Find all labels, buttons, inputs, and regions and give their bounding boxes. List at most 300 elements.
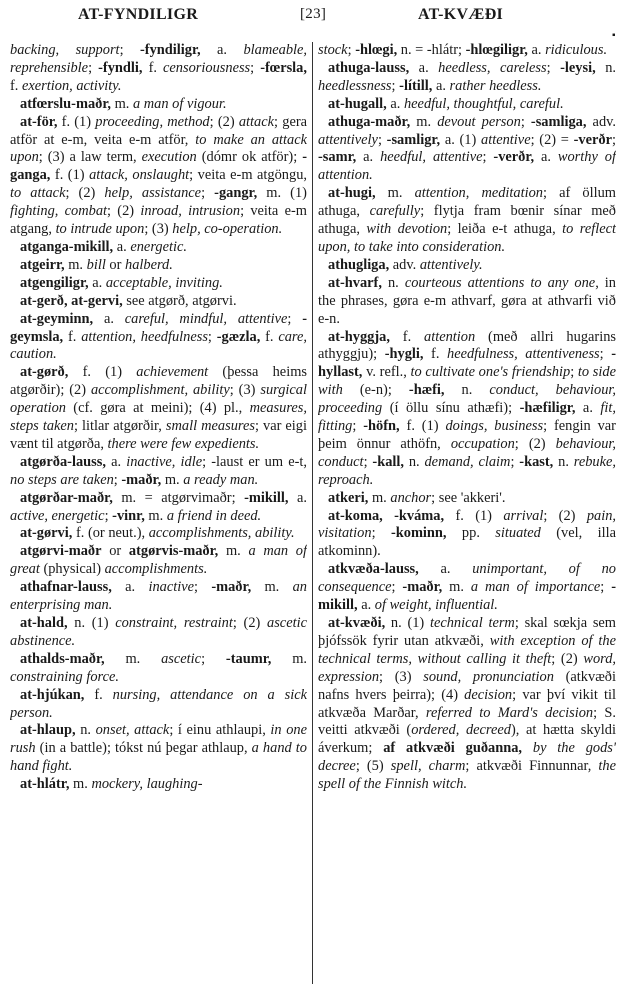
headword: atgengiligr, — [20, 274, 89, 291]
definition-text: there were few expedients. — [107, 435, 260, 452]
headword: at-hvarf, — [328, 274, 382, 291]
headword: -mikill, — [244, 489, 289, 506]
entry-text: f. (1) — [57, 113, 96, 130]
headword: athugliga, — [328, 256, 390, 273]
definition-text: rebuke, reproach. — [318, 453, 616, 488]
entry-text: f. (1) — [68, 364, 137, 381]
entry-text: ; (2) = — [530, 131, 574, 148]
definition-text: sound, pronunciation — [423, 668, 554, 685]
definition-text: attention, meditation — [414, 185, 543, 202]
dictionary-entry — [10, 454, 307, 490]
entry-text: ; leiða e-t athuga, — [447, 221, 563, 238]
entry-text: (cf. gøra at meini); (4) pl., — [65, 400, 250, 417]
headword: atgørvi-maðr — [20, 543, 102, 560]
headword: -höfn, — [363, 418, 400, 435]
headword: -fyndli, — [98, 59, 143, 76]
definition-text: halberd. — [125, 256, 173, 273]
headword: -gæzla, — [216, 328, 261, 345]
entry-text: m. — [410, 113, 438, 130]
headword: atganga-mikill, — [20, 238, 114, 255]
entry-text: m. — [64, 256, 87, 273]
headword: athuga-maðr, — [328, 113, 411, 130]
definition-text: execution — [141, 149, 197, 166]
definition-text: active, energetic — [10, 507, 105, 524]
headword: -samr, — [318, 149, 357, 166]
definition-text: heedful, attentive — [380, 149, 483, 166]
headword: af atkvæði guðanna, — [383, 740, 523, 757]
definition-text: referred to Mard's decision — [425, 704, 594, 721]
definition-text: bill — [86, 256, 106, 273]
entry-text: ; í einu athlaupi, — [169, 722, 271, 739]
entry-text: n. = -hlátr; — [397, 42, 466, 58]
entry-text — [522, 740, 533, 756]
headword: at-hjúkan, — [20, 686, 85, 703]
entry-text: adv. — [586, 113, 616, 130]
definition-text: attack — [238, 113, 275, 130]
entry-text: m. — [144, 507, 167, 524]
definition-text: a man of vigour. — [133, 95, 227, 112]
definition-text: accomplishments. — [104, 561, 208, 578]
entry-text: ; — [201, 185, 215, 202]
page-header — [0, 4, 625, 30]
entry-text: , in the phrases, gøra e-m athvarf, gøra at athvarfi við e-n. — [318, 274, 616, 327]
definition-text: spell, charm — [390, 758, 466, 775]
entry-text: (in a battle); tókst nú þegar athlaup, — [35, 740, 252, 757]
entry-text: n. — [404, 453, 425, 470]
entry-text: m. — [271, 650, 307, 667]
headword: -fœrsla, — [260, 59, 307, 76]
definition-text: behaviour, conduct — [318, 435, 616, 470]
dictionary-entry — [10, 275, 307, 293]
entry-text: ; (2) — [107, 203, 141, 220]
definition-text: occupation — [450, 435, 515, 452]
definition-text: ascetic abstinence. — [10, 615, 307, 649]
entry-text: ; litlar atgørðir, — [74, 418, 166, 435]
headword: atgørða-lauss, — [20, 453, 106, 470]
entry-text: m. — [218, 543, 249, 560]
definition-text: decision — [464, 686, 513, 703]
entry-text: ; — [377, 131, 387, 148]
headword: at-hlátr, — [20, 776, 70, 793]
header-page-number: [23] — [300, 6, 327, 22]
dictionary-entry — [10, 114, 307, 239]
definition-text: acceptable, inviting. — [105, 274, 223, 291]
headword: -gangr, — [214, 185, 258, 202]
entry-text: ; (2) — [514, 435, 556, 452]
entry-text: ; gera atför at e-m, veita e-m atför, — [10, 113, 307, 148]
entry-text: ; — [520, 113, 531, 130]
entry-text: ; (2) — [543, 507, 587, 524]
dictionary-entry — [10, 293, 307, 311]
entry-text: pp. — [446, 525, 496, 542]
dictionary-entry — [10, 776, 307, 794]
entry-text: a. — [93, 310, 125, 327]
entry-text: ; (3) — [379, 668, 424, 685]
dictionary-entry — [318, 615, 616, 794]
entry-text: ; — [363, 453, 373, 470]
dictionary-entry — [318, 185, 616, 257]
header-left-guideword: AT-FYNDILIGR — [78, 6, 199, 23]
entry-text: a. — [88, 274, 106, 291]
dictionary-entry — [318, 60, 616, 96]
definition-text: a hand to hand fight. — [10, 740, 307, 775]
headword: -kall, — [372, 453, 404, 470]
definition-text: doings, business — [445, 418, 544, 435]
definition-text: ascetic — [161, 650, 202, 667]
headword: atgeirr, — [20, 256, 65, 273]
definition-text: a man of great — [10, 543, 307, 578]
entry-text: ; — [600, 579, 612, 596]
entry-text: ; — [104, 507, 113, 524]
headword: -hlœgiligr, — [465, 42, 528, 58]
headword: -samligr, — [386, 131, 441, 148]
entry-text: ; veita e-m atgöngu, — [189, 167, 307, 184]
entry-text: a. — [409, 59, 439, 76]
definition-text: carefully — [369, 203, 421, 220]
definition-text: attack, onslaught — [89, 167, 190, 184]
headword: atgørvis-maðr, — [128, 543, 219, 560]
definition-text: a man of importance — [470, 579, 601, 596]
entry-text: ; S. veitti atkvæði ( — [318, 704, 616, 739]
definition-text: heedless, careless — [438, 59, 547, 76]
entry-text: ; — [391, 77, 400, 94]
entry-text: f. (or neut.), — [72, 525, 149, 542]
entry-text: ; (2) — [232, 615, 268, 631]
headword: -ganga, — [10, 149, 307, 184]
definition-text: heedlessness — [318, 77, 392, 94]
dictionary-entry — [10, 525, 307, 543]
definition-text: surgical operation — [10, 382, 307, 417]
headword: -vinr, — [112, 507, 145, 524]
headword: at-gørvi, — [20, 525, 73, 542]
definition-text: achievement — [136, 364, 209, 381]
entry-text: ; flytja fram bœnir sínar með athuga, — [318, 203, 616, 238]
definition-text: constraint, restraint — [115, 615, 233, 631]
definition-text: by the gods' decree — [318, 740, 616, 775]
entry-text: (vel, illa atkominn). — [318, 525, 616, 560]
headword: atfœrslu-maðr, — [20, 95, 111, 112]
entry-text: n. (1) — [385, 615, 430, 631]
entry-text: a. — [288, 489, 307, 506]
entry-text: a. — [527, 42, 546, 58]
definition-text: arrival — [503, 507, 544, 524]
entry-text: ; — [599, 346, 612, 363]
entry-text: n. — [595, 59, 616, 76]
entry-text: (með allri hugarins athyggju); — [318, 328, 616, 363]
definition-text: to side with — [318, 364, 616, 399]
headword: at-hugall, — [328, 95, 387, 112]
headword: athuga-lauss, — [328, 59, 410, 76]
definition-text: a friend in deed. — [166, 507, 262, 524]
dictionary-entry — [10, 579, 307, 615]
headword: -verðr, — [493, 149, 535, 166]
entry-text: ; (5) — [355, 758, 391, 775]
definition-text: proceeding, method — [95, 113, 210, 130]
entry-text: (í öllu sínu athæfi); — [382, 400, 520, 417]
entry-text: a. — [111, 579, 149, 596]
entry-text: ; (2) — [209, 113, 239, 130]
entry-text: m. — [368, 489, 391, 506]
entry-text: ; — [371, 525, 391, 542]
definition-text: with exception of the technical terms, without calling it theft — [318, 632, 616, 667]
entry-text: ; — [113, 471, 122, 488]
dictionary-entry — [318, 561, 616, 615]
entry-text: see atgørð, atgørvi. — [122, 292, 237, 309]
headword: at-gerð, at-gervi, — [20, 292, 123, 309]
definition-text: fit, fitting — [318, 400, 616, 435]
entry-text: ; -laust er um e-t, — [202, 453, 307, 470]
right-column — [318, 42, 616, 988]
definition-text: ridiculous. — [545, 42, 608, 58]
dictionary-entry — [318, 114, 616, 186]
entry-text: or — [105, 256, 126, 273]
definition-text: heedfulness, attentiveness — [447, 346, 600, 363]
entry-text: m. — [442, 579, 471, 596]
definition-text: attentively. — [419, 256, 483, 273]
definition-text: devout person — [437, 113, 521, 130]
entry-text: or — [101, 543, 129, 560]
definition-text: rather heedless. — [449, 77, 542, 94]
definition-text: measures, steps taken — [10, 400, 307, 435]
definition-text: care, caution. — [10, 328, 307, 363]
headword: atkeri, — [328, 489, 369, 506]
entry-text: m. — [251, 579, 293, 596]
definition-text: the spell of the Finnish witch. — [318, 758, 616, 793]
headword: -hæfi, — [408, 382, 445, 399]
definition-text: of weight, influential. — [374, 597, 498, 614]
entry-text: ; — [119, 42, 140, 58]
entry-text: ; — [347, 42, 356, 58]
headword: -maðr, — [211, 579, 252, 596]
entry-text: f. — [423, 346, 448, 363]
definition-text: anchor — [390, 489, 432, 506]
headword: -kominn, — [390, 525, 447, 542]
entry-text: ; — [207, 328, 217, 345]
entry-text: (þessa heims atgørðir); (2) — [10, 364, 307, 399]
definition-text: technical term — [429, 615, 515, 631]
entry-text: ; veita e-m atgang, — [10, 203, 307, 238]
definition-text: attentively — [318, 131, 378, 148]
entry-text: f. — [389, 328, 425, 345]
headword: athafnar-lauss, — [20, 579, 112, 596]
entry-text: ; — [250, 59, 261, 76]
dictionary-entry — [10, 722, 307, 776]
definition-text: censoriousness — [163, 59, 251, 76]
headword: at-hald, — [20, 615, 68, 631]
entry-text: ; var því vikit til atkvæða Marðar, — [318, 686, 616, 721]
definition-text: attention, heedfulness — [81, 328, 208, 345]
dictionary-entry — [318, 257, 616, 275]
definition-text: to make an attack upon — [10, 131, 307, 166]
entry-text: ; — [510, 453, 520, 470]
definition-text: to reflect upon, to take into consideration. — [318, 221, 616, 255]
definition-text: word, expression — [318, 650, 616, 685]
entry-text: adv. — [389, 256, 420, 273]
headword: -mikill, — [318, 579, 616, 614]
corner-mark-icon: ▪ — [612, 30, 616, 41]
entry-text: m. — [69, 776, 92, 793]
entry-text: ; — [612, 131, 616, 148]
definition-text: nursing, attendance on a sick person. — [10, 686, 307, 721]
entry-text: ; — [391, 579, 403, 596]
definition-text: heedful, thoughtful, careful. — [403, 95, 564, 112]
headword: -lítill, — [399, 77, 433, 94]
definition-text: inactive — [148, 579, 195, 596]
entry-text: (e-n); — [342, 382, 409, 399]
headword: -maðr, — [402, 579, 443, 596]
dictionary-entry — [10, 687, 307, 723]
entry-text: a. — [113, 238, 131, 255]
entry-text: m. = atgørvimaðr; — [112, 489, 245, 506]
column-divider — [312, 42, 313, 984]
entry-text: a. — [386, 95, 404, 112]
definition-text: stock — [318, 42, 348, 58]
entry-text: ; see 'akkeri'. — [431, 489, 506, 506]
definition-text: courteous attentions to any one — [404, 274, 596, 291]
entry-text: n. — [553, 453, 574, 470]
entry-text: a. — [357, 597, 375, 614]
headword: atkvæða-lauss, — [328, 561, 419, 578]
entry-text: ; — [546, 59, 561, 76]
entry-text: ; — [482, 149, 494, 166]
definition-text: backing, support — [10, 42, 120, 58]
headword: -hæfiligr, — [519, 400, 576, 417]
entry-text: a. — [200, 42, 244, 58]
definition-text: to attack — [10, 185, 66, 202]
definition-text: attentive — [481, 131, 531, 148]
entry-text: v. refl., — [362, 364, 411, 381]
definition-text: help, assistance — [104, 185, 202, 202]
definition-text: exertion, activity. — [22, 77, 122, 94]
headword: -maðr, — [121, 471, 162, 488]
entry-text: m. — [375, 185, 415, 202]
entry-text: f. — [63, 328, 82, 345]
definition-text: accomplishments, ability. — [148, 525, 295, 542]
entry-text: m. — [104, 650, 162, 667]
definition-text: to cultivate one's friendship — [410, 364, 571, 381]
entry-text: a. — [575, 400, 601, 417]
entry-text: (atkvæði nafns hvers þeirra); (4) — [318, 668, 616, 703]
dictionary-entry — [318, 508, 616, 562]
entry-text: ; atkvæði Finnunnar, — [465, 758, 599, 775]
entry-text: ; — [287, 310, 303, 327]
definition-text: fighting, combat — [10, 203, 108, 220]
entry-text: n. (1) — [67, 615, 116, 631]
headword: -geymsla, — [10, 310, 307, 345]
dictionary-entry — [10, 543, 307, 579]
entry-text: f. — [10, 77, 22, 94]
entry-text: f. (1) — [50, 167, 90, 184]
dictionary-entry — [10, 615, 307, 651]
dictionary-entry-continuation — [10, 42, 307, 96]
definition-text: attention — [424, 328, 476, 345]
entry-text: ), at hætta skyldi áverkum; — [318, 722, 616, 757]
dictionary-entry — [10, 239, 307, 257]
definition-text: conduct, behaviour, proceeding — [318, 382, 616, 417]
definition-text: in one rush — [10, 722, 307, 757]
entry-text: ; (3) a law term, — [38, 149, 142, 166]
dictionary-entry-continuation — [318, 42, 616, 60]
definition-text: careful, mindful, attentive — [124, 310, 288, 327]
entry-text: (physical) — [39, 561, 105, 578]
headword: -leysi, — [560, 59, 596, 76]
entry-text: ; — [201, 650, 226, 667]
headword: atgørðar-maðr, — [20, 489, 113, 506]
entry-text: f. — [260, 328, 279, 345]
entry-text: ; (2) — [65, 185, 105, 202]
headword: at-för, — [20, 113, 58, 130]
headword: at-hyggja, — [328, 328, 390, 345]
dictionary-entry — [318, 96, 616, 114]
definition-text: demand, claim — [424, 453, 511, 470]
entry-text: a. — [432, 77, 450, 94]
headword: -taumr, — [225, 650, 272, 667]
entry-text: ; (3) — [229, 382, 261, 399]
header-right-guideword: AT-KVÆÐI — [418, 6, 504, 23]
entry-text: ; skal sœkja sem þjófssök fyrir utan atkvæði, — [318, 615, 616, 649]
headword: -hygli, — [384, 346, 424, 363]
entry-text: f. (1) — [444, 507, 504, 524]
definition-text: no steps are taken — [10, 471, 114, 488]
dictionary-entry — [318, 275, 616, 329]
definition-text: ordered, decreed — [411, 722, 511, 739]
entry-text: a. — [105, 453, 127, 470]
definition-text: constraining force. — [10, 668, 119, 685]
definition-text: help, co-operation. — [172, 221, 283, 238]
entry-text: (dómr ok atför); — [196, 149, 303, 166]
definition-text: inactive, idle — [126, 453, 203, 470]
entry-text: n. — [444, 382, 490, 399]
dictionary-entry — [10, 651, 307, 687]
definition-text: a ready man. — [183, 471, 259, 488]
headword: -hyllast, — [318, 346, 616, 381]
entry-text: f. (1) — [399, 418, 446, 435]
entry-text: a. (1) — [440, 131, 482, 148]
dictionary-entry — [10, 257, 307, 275]
definition-text: onset, attack — [95, 722, 170, 739]
entry-text: m. — [111, 95, 133, 112]
definition-text: unimportant, of no consequence — [318, 561, 616, 596]
headword: at-kvæði, — [328, 615, 386, 631]
headword: at-geyminn, — [20, 310, 94, 327]
definition-text: worthy of attention. — [318, 149, 616, 184]
left-column — [10, 42, 307, 988]
headword: -fyndiligr, — [139, 42, 201, 58]
definition-text: with devotion — [366, 221, 448, 238]
dictionary-entry — [10, 364, 307, 454]
definition-text: blameable, reprehensible — [10, 42, 307, 76]
definition-text: mockery, laughing- — [91, 776, 203, 793]
entry-text: ; (3) — [144, 221, 173, 238]
definition-text: inroad, intrusion — [140, 203, 241, 220]
definition-text: to intrude upon — [55, 221, 145, 238]
definition-text: situated — [495, 525, 541, 542]
dictionary-entry — [10, 311, 307, 365]
entry-text: ; var eigi vænt til atgørða, — [10, 418, 307, 452]
entry-text: a. — [534, 149, 558, 166]
headword: at-hugi, — [328, 185, 376, 202]
headword: -samliga, — [530, 113, 587, 130]
entry-text: a. — [356, 149, 381, 166]
entry-text: f. — [84, 686, 113, 703]
headword: at-koma, -kváma, — [328, 507, 445, 524]
headword: -kast, — [519, 453, 554, 470]
entry-text: f. — [142, 59, 164, 76]
headword: -hlœgi, — [355, 42, 398, 58]
headword: -verðr — [573, 131, 612, 148]
dictionary-entry — [10, 96, 307, 114]
entry-text: m. — [161, 471, 184, 488]
